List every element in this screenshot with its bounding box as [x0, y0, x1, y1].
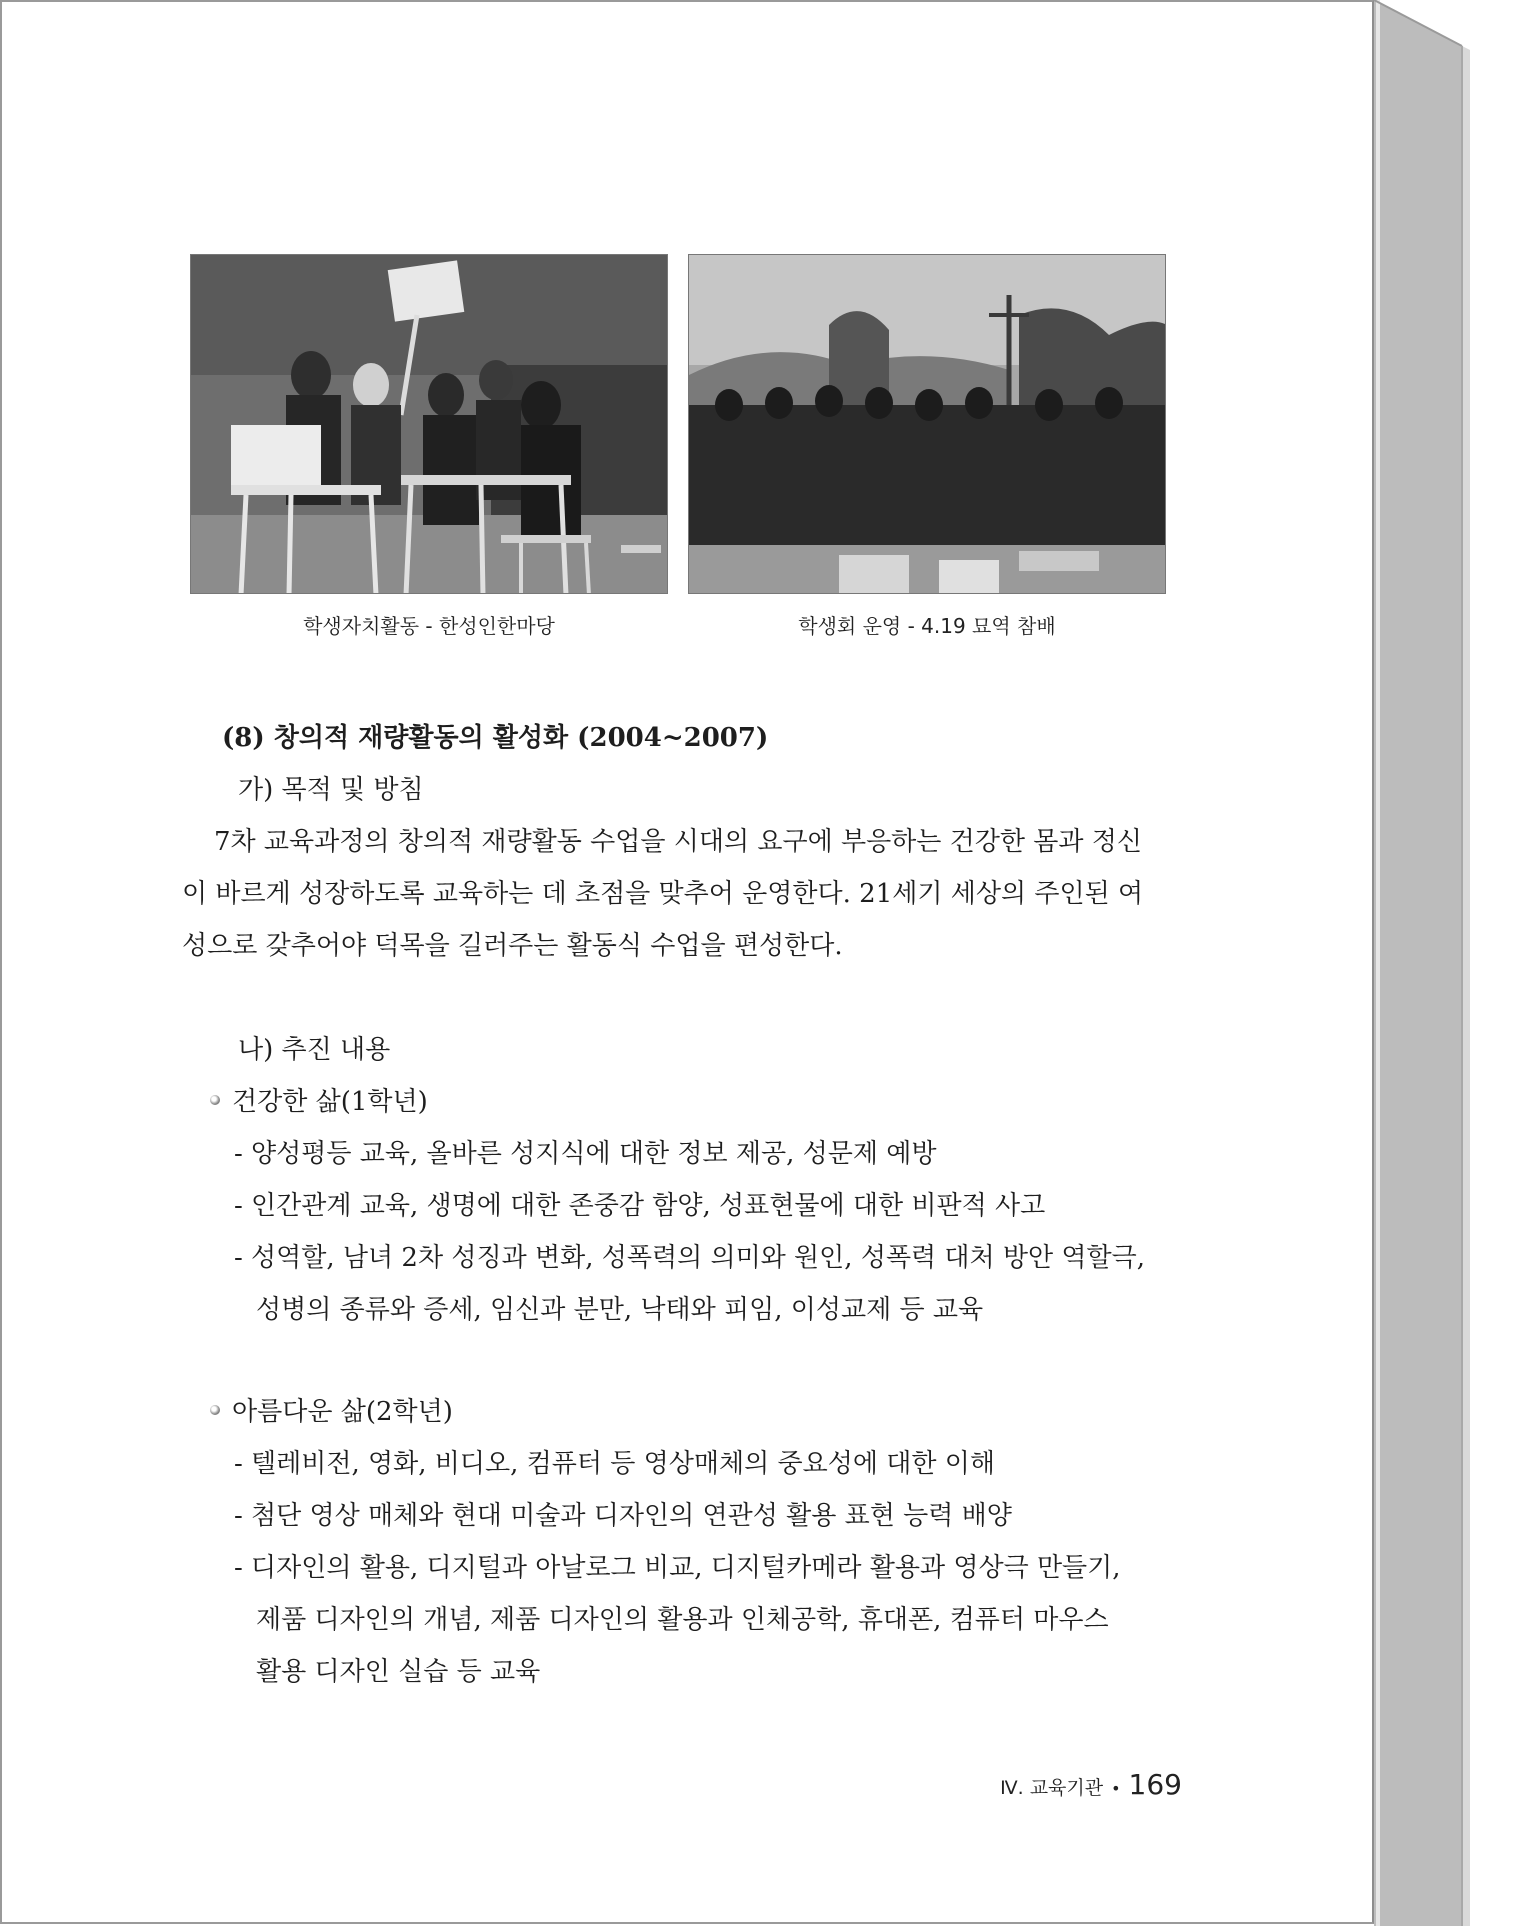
- page-footer: [962, 1768, 1182, 1801]
- list-item: - 성역할, 남녀 2차 성징과 변화, 성폭력의 의미와 원인, 성폭력 대처 방안 역할극,: [234, 1243, 1146, 1273]
- page-number: 169: [1128, 1768, 1182, 1801]
- list-item: - 양성평등 교육, 올바른 성지식에 대한 정보 제공, 성문제 예방: [234, 1139, 937, 1169]
- list-item-continuation: 제품 디자인의 개념, 제품 디자인의 활용과 인체공학, 휴대폰, 컴퓨터 마우스: [256, 1605, 1109, 1635]
- bullet-group-title: [210, 1386, 1210, 1438]
- list-item: - 텔레비전, 영화, 비디오, 컴퓨터 등 영상매체의 중요성에 대한 이해: [234, 1449, 995, 1479]
- list-item: - 첨단 영상 매체와 현대 미술과 디자인의 연관성 활용 표현 능력 배양: [234, 1501, 1012, 1531]
- paragraph-line: 7차 교육과정의 창의적 재량활동 수업을 시대의 요구에 부응하는 건강한 몸과 정신: [214, 827, 1143, 857]
- section-heading: (8) 창의적 재량활동의 활성화 (2004~2007): [222, 723, 769, 753]
- footer-separator: •: [1111, 1779, 1121, 1798]
- subheading-content: 나) 추진 내용: [238, 1035, 391, 1065]
- bullet-icon: [210, 1405, 220, 1415]
- list-item-continuation: 성병의 종류와 증세, 임신과 분만, 낙태와 피임, 이성교제 등 교육: [256, 1295, 984, 1325]
- bullet-group-title: [210, 1076, 1210, 1128]
- list-item-continuation: 활용 디자인 실습 등 교육: [256, 1657, 541, 1687]
- subheading-purpose: 가) 목적 및 방침: [238, 775, 424, 805]
- chapter-label: Ⅳ. 교육기관: [1000, 1777, 1104, 1799]
- group-title-beautiful-life: 아름다운 삶(2학년): [232, 1397, 453, 1427]
- list-item: - 디자인의 활용, 디지털과 아날로그 비교, 디지털카메라 활용과 영상극 만들기,: [234, 1553, 1121, 1583]
- list-item: - 인간관계 교육, 생명에 대한 존중감 함양, 성표현물에 대한 비판적 사고: [234, 1191, 1046, 1221]
- bullet-icon: [210, 1095, 220, 1105]
- photo-caption: 학생회 운영 - 4.19 묘역 참배: [798, 614, 1056, 638]
- paragraph-line: 성으로 갖추어야 덕목을 길러주는 활동식 수업을 편성한다.: [182, 931, 843, 961]
- group-title-healthy-life: 건강한 삶(1학년): [232, 1087, 428, 1117]
- photo-memorial-visit: [688, 254, 1166, 594]
- photo-caption: 학생자치활동 - 한성인한마당: [303, 614, 555, 638]
- photo-student-event: [190, 254, 668, 594]
- paragraph-line: 이 바르게 성장하도록 교육하는 데 초점을 맞추어 운영한다. 21세기 세상의 주인된 여: [182, 879, 1144, 909]
